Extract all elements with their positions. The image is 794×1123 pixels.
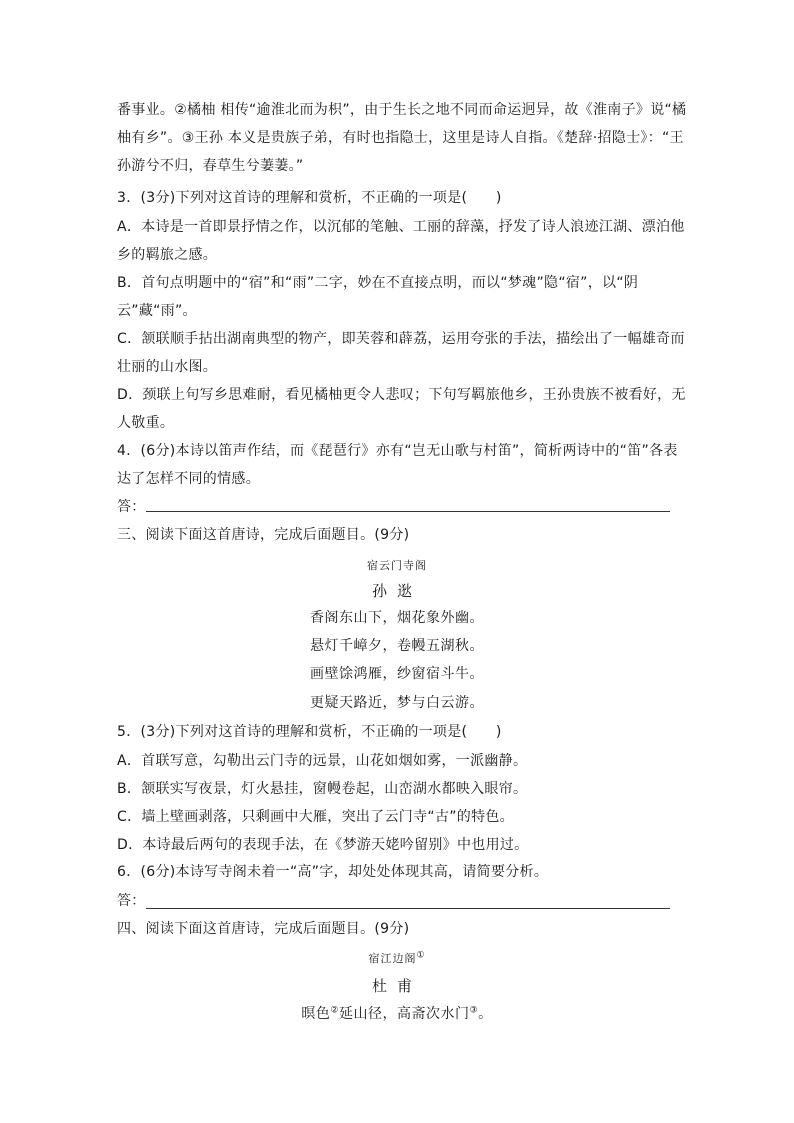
poem-line-1: 香阁东山下，烟花象外幽。 — [310, 610, 484, 626]
poem-line-2: 悬灯千嶂夕，卷幔五湖秋。 — [310, 638, 484, 654]
q6-answer-line[interactable] — [146, 908, 670, 909]
question-4-stem-line2: 达了怎样不同的情感。 — [117, 471, 260, 487]
q4-answer-label: 答： — [117, 499, 146, 515]
q5-option-c: C．墙上壁画剥落，只剩画中大雁，突出了云门寺“古”的特色。 — [117, 809, 514, 825]
poem-line-4: 更疑天路近，梦与白云游。 — [310, 695, 484, 711]
q3-option-b-line1: B．首句点明题中的“宿”和“雨”二字，妙在不直接点明，而以“梦魂”隐“宿”，以“阴 — [117, 275, 639, 291]
poem-line-3: 画壁馀鸿雁，纱窗宿斗牛。 — [310, 666, 484, 682]
question-3-stem: 3．(3分)下列对这首诗的理解和赏析，不正确的一项是( ) — [117, 190, 502, 206]
q3-option-c-line1: C．颔联顺手拈出湖南典型的物产，即芙蓉和薜荔，运用夸张的手法，描绘出了一幅雄奇而 — [117, 331, 685, 347]
q5-option-b: B．颔联实写夜景，灯火悬挂，窗幔卷起，山峦湖水都映入眼帘。 — [117, 781, 528, 797]
section-4-heading: 四、阅读下面这首唐诗，完成后面题目。(9分) — [117, 921, 410, 937]
q3-option-d-line2: 人敬重。 — [117, 415, 175, 431]
q5-option-a: A．首联写意，勾勒出云门寺的远景，山花如烟如雾，一派幽静。 — [117, 753, 528, 769]
section-4-poem-line-1: 暝色②延山径，高斋次水门③。 — [301, 1005, 493, 1022]
question-6-stem: 6．(6分)本诗写寺阁未着一“高”字，却处处体现其高，请简要分析。 — [117, 864, 549, 880]
section-3-poem-title: 宿云门寺阁 — [367, 559, 427, 572]
section-3-heading: 三、阅读下面这首唐诗，完成后面题目。(9分) — [117, 527, 410, 543]
question-4-stem-line1: 4．(6分)本诗以笛声作结，而《琵琶行》亦有“岂无山歌与村笛”，简析两诗中的“笛”各表 — [117, 443, 678, 459]
question-5-stem: 5．(3分)下列对这首诗的理解和赏析，不正确的一项是( ) — [117, 724, 502, 740]
q3-option-c-line2: 壮丽的山水图。 — [117, 359, 218, 375]
section-4-poem-title: 宿江边阁① — [368, 950, 426, 965]
footnote-marker-1: ① — [416, 950, 426, 961]
q5-option-d: D．本诗最后两句的表现手法，在《梦游天姥吟留别》中也用过。 — [117, 837, 529, 853]
q4-answer-line[interactable] — [146, 511, 670, 512]
note-line-3: 孙游兮不归，春草生兮萋萋。” — [117, 158, 304, 174]
note-line-1: 番事业。②橘柚 相传“逾淮北而为枳”，由于生长之地不同而命运迥异，故《淮南子》说“橘 — [117, 102, 687, 118]
q3-option-a-line2: 乡的羁旅之感。 — [117, 247, 218, 263]
section-3-poem-author: 孙逖 — [371, 582, 422, 600]
q3-option-d-line1: D．颈联上句写乡思难耐，看见橘柚更令人悲叹；下句写羁旅他乡，王孙贵族不被看好，无 — [117, 387, 686, 403]
note-line-2: 柚有乡”。③王孙 本义是贵族子弟，有时也指隐士，这里是诗人自指。《楚辞·招隐士》：“王 — [117, 130, 684, 146]
section-4-poem-author: 杜甫 — [371, 977, 422, 995]
footnote-marker-3: ③ — [469, 1005, 479, 1016]
q3-option-b-line2: 云”藏“雨”。 — [117, 303, 197, 319]
q6-answer-label: 答： — [117, 893, 146, 909]
footnote-marker-2: ② — [330, 1005, 339, 1016]
q3-option-a-line1: A．本诗是一首即景抒情之作，以沉郁的笔触、工丽的辞藻，抒发了诗人浪迹江湖、漂泊他 — [117, 219, 685, 235]
